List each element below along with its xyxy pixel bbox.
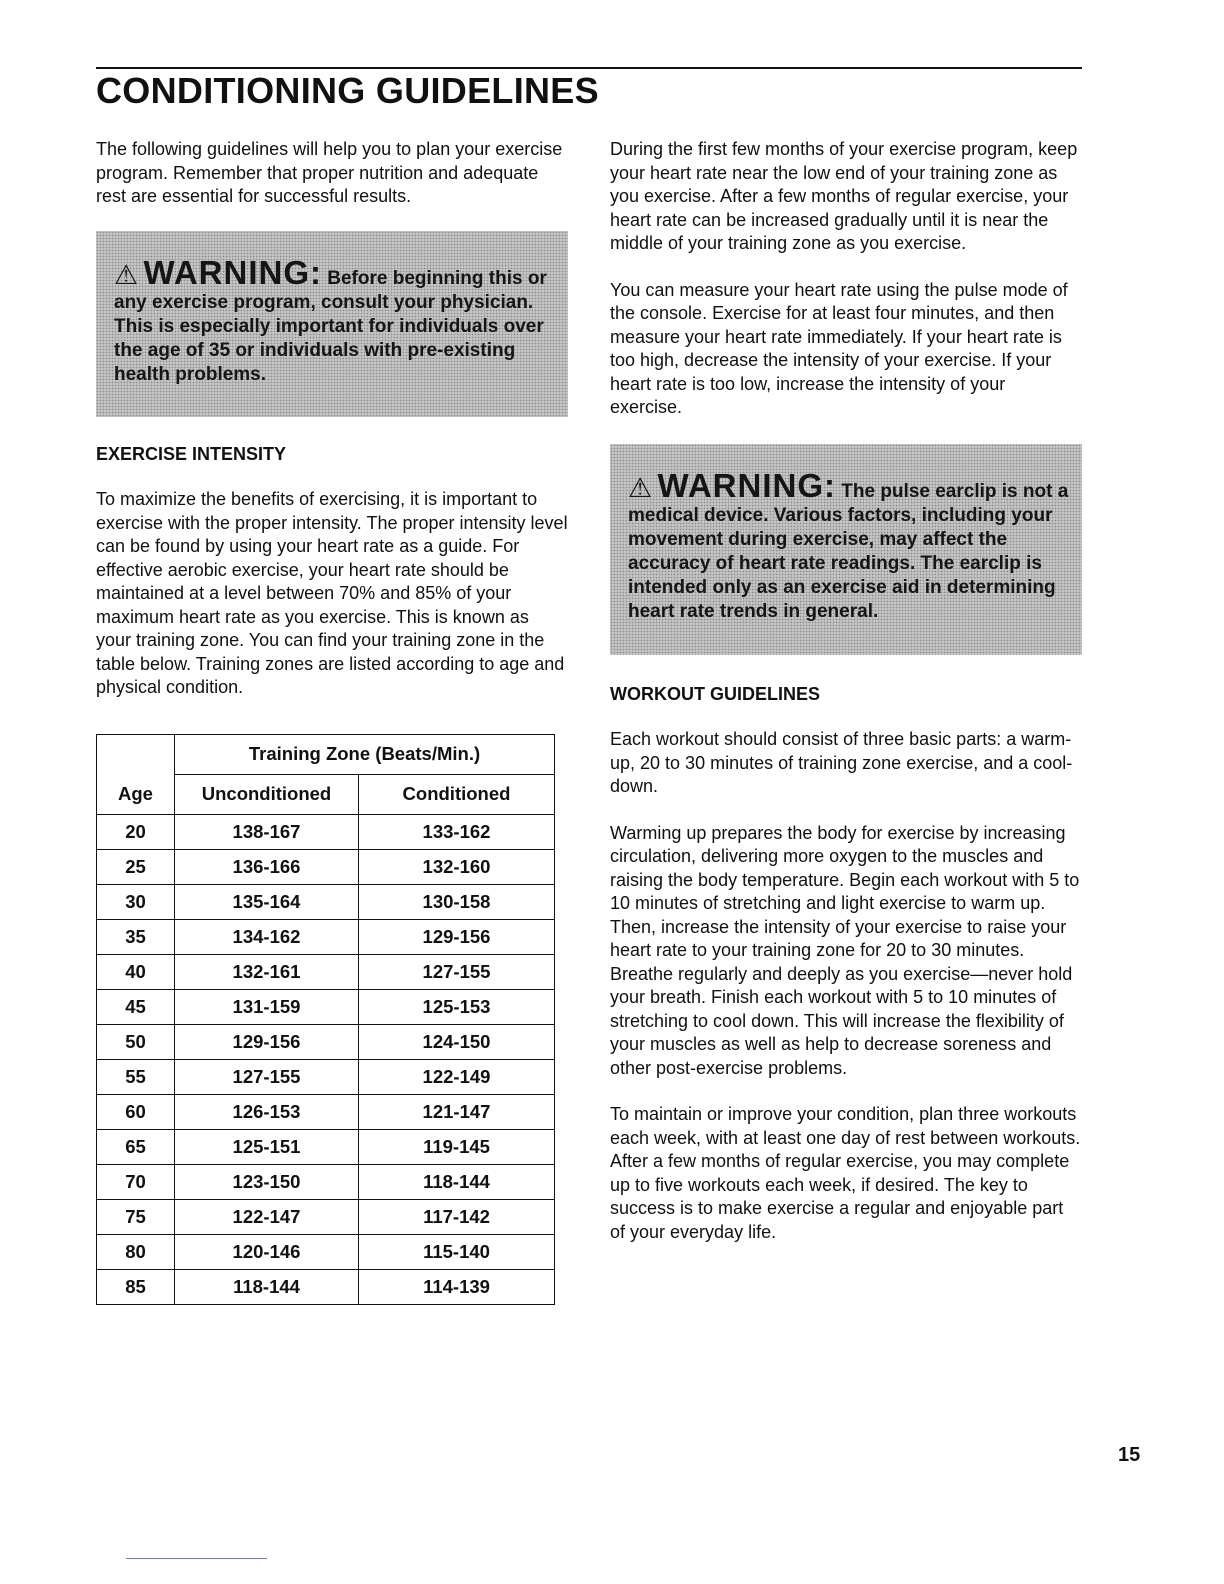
- table-row: [97, 919, 555, 954]
- table-row: [97, 884, 555, 919]
- unconditioned-cell: 138-167: [175, 814, 359, 849]
- table-row: [97, 1094, 555, 1129]
- age-cell: 40: [97, 954, 175, 989]
- conditioned-cell: 129-156: [359, 919, 555, 954]
- warning-box-physician: [96, 231, 568, 417]
- warm-up-paragraph: Warming up prepares the body for exercise by increasing circulation, delivering more oxygen to the muscles and raising the body temperature. Begin each workout with 5 to 10 minutes of stretching and light exercise to warm up. Then, increase the intensity of your exercise to raise your heart rate to your training zone for 20 to 30 minutes. Breathe regularly and deeply as you exercise—never hold your breath. Finish each workout with 5 to 10 minutes of stretching to cool down. This will increase the flexibility of your muscles as well as help to decrease soreness and other post-exercise problems.: [610, 822, 1080, 1078]
- age-cell: 80: [97, 1234, 175, 1269]
- age-cell: 60: [97, 1094, 175, 1129]
- conditioned-cell: 133-162: [359, 814, 555, 849]
- unconditioned-cell: 118-144: [175, 1269, 359, 1304]
- age-cell: 35: [97, 919, 175, 954]
- age-cell: 45: [97, 989, 175, 1024]
- table-row: [97, 1234, 555, 1269]
- unconditioned-cell: 122-147: [175, 1199, 359, 1234]
- warning-box-earclip: [610, 444, 1082, 655]
- age-cell: 30: [97, 884, 175, 919]
- page-number: 15: [1118, 1444, 1141, 1466]
- unconditioned-cell: 123-150: [175, 1164, 359, 1199]
- table-row: [97, 1199, 555, 1234]
- conditioned-cell: 127-155: [359, 954, 555, 989]
- conditioned-cell: 125-153: [359, 989, 555, 1024]
- warning-label: WARNING:: [657, 466, 836, 504]
- conditioned-cell: 119-145: [359, 1129, 555, 1164]
- heart-rate-paragraph: During the first few months of your exercise program, keep your heart rate near the low end of your training zone as you exercise. After a few months of regular exercise, your heart rate can be increased gradually until it is near the middle of your training zone as you exercise.: [610, 139, 1078, 253]
- exercise-intensity-heading: EXERCISE INTENSITY: [96, 443, 287, 464]
- unconditioned-cell: 131-159: [175, 989, 359, 1024]
- conditioned-cell: 117-142: [359, 1199, 555, 1234]
- warning-triangle-icon: ⚠: [628, 472, 653, 503]
- table-row: [97, 1269, 555, 1304]
- table-row: [97, 989, 555, 1024]
- conditioned-cell: 118-144: [359, 1164, 555, 1199]
- warning-text: Before beginning this or any exercise program, consult your physician. This is especially important for individuals over the age of 35 or individuals with pre-existing health problems.: [114, 267, 547, 385]
- unconditioned-header: Unconditioned: [175, 774, 359, 814]
- table-row: [97, 954, 555, 989]
- unconditioned-cell: 135-164: [175, 884, 359, 919]
- exercise-intensity-paragraph: To maximize the benefits of exercising, it is important to exercise with the proper intensity. The proper intensity level can be found by using your heart rate as a guide. For effective aerobic exercise, your heart rate should be maintained at a level between 70% and 85% of your maximum heart rate as you exercise. This is known as your training zone. You can find your training zone in the table below. Training zones are listed according to age and physical condition.: [96, 489, 568, 697]
- age-cell: 70: [97, 1164, 175, 1199]
- unconditioned-cell: 136-166: [175, 849, 359, 884]
- unconditioned-cell: 125-151: [175, 1129, 359, 1164]
- unconditioned-cell: 129-156: [175, 1024, 359, 1059]
- table-row: [97, 1024, 555, 1059]
- right-column: [610, 138, 1082, 1244]
- table-row: [97, 849, 555, 884]
- table-row: [97, 814, 555, 849]
- workout-parts-paragraph: Each workout should consist of three basic parts: a warm-up, 20 to 30 minutes of training zone exercise, and a cool-down.: [610, 729, 1073, 796]
- age-cell: 55: [97, 1059, 175, 1094]
- conditioned-cell: 132-160: [359, 849, 555, 884]
- conditioned-cell: 124-150: [359, 1024, 555, 1059]
- left-column: [96, 138, 568, 1305]
- conditioned-cell: 115-140: [359, 1234, 555, 1269]
- maintain-condition-paragraph: To maintain or improve your condition, plan three workouts each week, with at least one day of rest between workouts. After a few months of regular exercise, you may complete up to five workouts each week, if desired. The key to success is to make exercise a regular and enjoyable part of your everyday life.: [610, 1104, 1081, 1242]
- unconditioned-cell: 126-153: [175, 1094, 359, 1129]
- training-zone-rows: [97, 814, 555, 1304]
- warning-text: The pulse earclip is not a medical device. Various factors, including your movement during exercise, may affect the accuracy of heart rate readings. The earclip is intended only as an exercise aid in determining heart rate trends in general.: [628, 480, 1069, 622]
- pulse-measure-paragraph: You can measure your heart rate using the pulse mode of the console. Exercise for at least four minutes, and then measure your heart rate immediately. If your heart rate is too high, decrease the intensity of your exercise. If your heart rate is too low, increase the intensity of your exercise.: [610, 279, 1068, 417]
- age-header: Age: [97, 734, 175, 814]
- training-zone-header: Training Zone (Beats/Min.): [175, 734, 555, 774]
- unconditioned-cell: 134-162: [175, 919, 359, 954]
- age-cell: 85: [97, 1269, 175, 1304]
- conditioned-cell: 130-158: [359, 884, 555, 919]
- page-title: CONDITIONING GUIDELINES: [96, 70, 599, 111]
- unconditioned-cell: 132-161: [175, 954, 359, 989]
- conditioned-cell: 122-149: [359, 1059, 555, 1094]
- conditioned-header: Conditioned: [359, 774, 555, 814]
- age-cell: 65: [97, 1129, 175, 1164]
- age-cell: 75: [97, 1199, 175, 1234]
- unconditioned-cell: 120-146: [175, 1234, 359, 1269]
- age-cell: 20: [97, 814, 175, 849]
- table-row: [97, 1129, 555, 1164]
- age-cell: 25: [97, 849, 175, 884]
- footer-line: [126, 1558, 267, 1559]
- conditioned-cell: 121-147: [359, 1094, 555, 1129]
- unconditioned-cell: 127-155: [175, 1059, 359, 1094]
- table-row: [97, 1164, 555, 1199]
- conditioned-cell: 114-139: [359, 1269, 555, 1304]
- table-row: [97, 1059, 555, 1094]
- training-zone-table: [96, 734, 555, 1305]
- age-cell: 50: [97, 1024, 175, 1059]
- warning-label: WARNING:: [143, 253, 322, 291]
- intro-paragraph: The following guidelines will help you to plan your exercise program. Remember that proper nutrition and adequate rest are essential for successful results.: [96, 139, 563, 206]
- workout-guidelines-heading: WORKOUT GUIDELINES: [610, 683, 820, 704]
- warning-triangle-icon: ⚠: [114, 259, 139, 290]
